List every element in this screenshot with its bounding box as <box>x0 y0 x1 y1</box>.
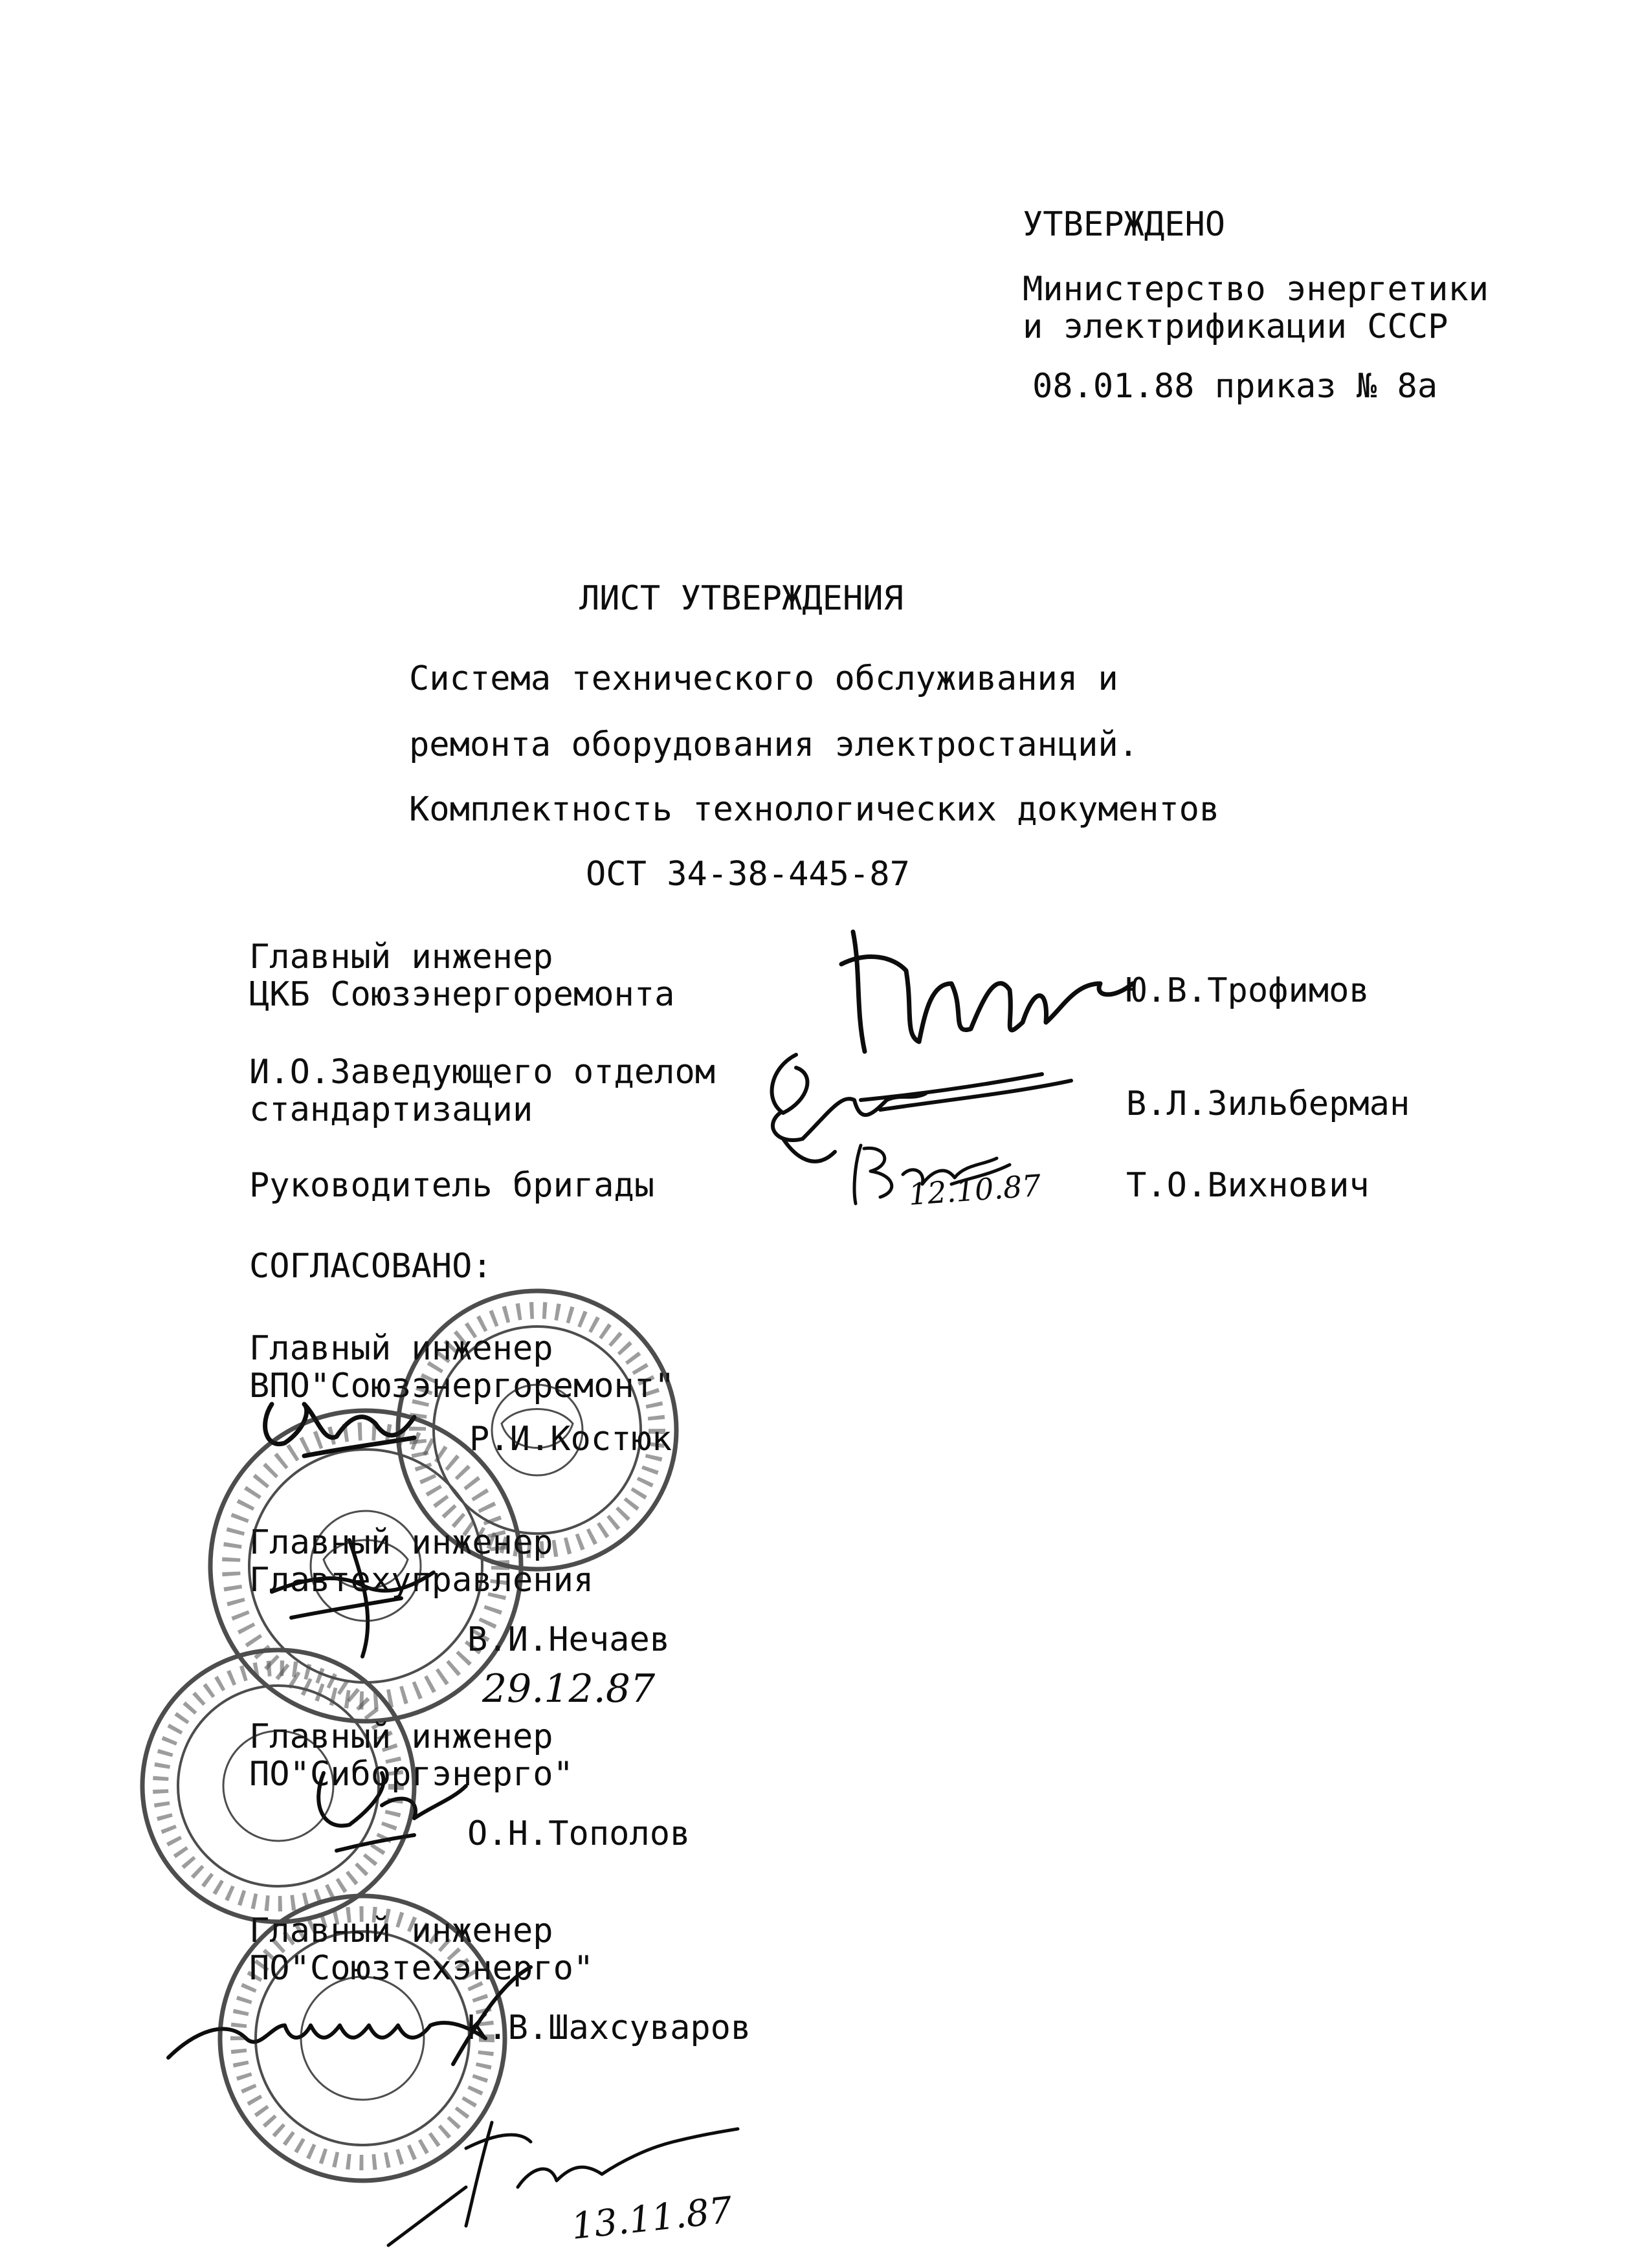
agreed-3-name: О.Н.Тополов <box>467 1814 691 1853</box>
ministry-line-2: и электрификации СССР <box>1023 307 1448 346</box>
signatory-2-name: В.Л.Зильберман <box>1126 1084 1410 1123</box>
sheet-title: ЛИСТ УТВЕРЖДЕНИЯ <box>579 579 904 618</box>
signatory-1-position: Главный инженер ЦКБ Союзэнергоремонта <box>249 938 675 1014</box>
date-handwritten-vikhnovich: 12.10.87 <box>907 1167 1043 1212</box>
ministry-line-1: Министерство энергетики <box>1023 270 1489 309</box>
title-line-3: Комплектность технологических документов <box>409 790 1220 829</box>
signatory-3-position: Руководитель бригады <box>249 1166 655 1205</box>
seal-sibortekhenergo <box>142 1650 414 1922</box>
signatory-1-name: Ю.В.Трофимов <box>1126 971 1370 1010</box>
signatory-3-name: Т.О.Вихнович <box>1126 1166 1370 1205</box>
agreed-2-name: В.И.Нечаев <box>467 1620 671 1659</box>
title-line-1: Система технического обслуживания и <box>409 659 1118 698</box>
agreed-1-position: Главный инженер ВПО"Союзэнергоремонт" <box>249 1329 675 1405</box>
standard-number: ОСТ 34-38-445-87 <box>586 855 910 894</box>
footer-handwritten-date: 13.11.87 <box>569 2189 735 2248</box>
date-handwritten-nechaev: 29.12.87 <box>482 1666 656 1712</box>
signatory-2-position: И.О.Заведующего отделом стандартизации <box>249 1053 716 1129</box>
agreed-4-position: Главный инженер ПО"Союзтехэнерго" <box>249 1911 594 1988</box>
agreed-heading: СОГЛАСОВАНО: <box>249 1247 493 1286</box>
agreed-3-position: Главный инженер ПО"Сиборгэнерго" <box>249 1717 573 1794</box>
signature-zilberman <box>772 1055 1071 1162</box>
title-line-2: ремонта оборудования электростанций. <box>409 725 1139 764</box>
approval-heading: УТВЕРЖДЕНО <box>1023 205 1226 244</box>
signature-trofimov <box>841 932 1133 1051</box>
agreed-2-position: Главный инженер Главтехуправления <box>249 1523 594 1600</box>
agreed-4-name: К.В.Шахсуваров <box>467 2009 751 2047</box>
approval-order: 08.01.88 приказ № 8а <box>1032 367 1438 406</box>
agreed-1-name: Р.И.Костюк <box>469 1420 672 1459</box>
